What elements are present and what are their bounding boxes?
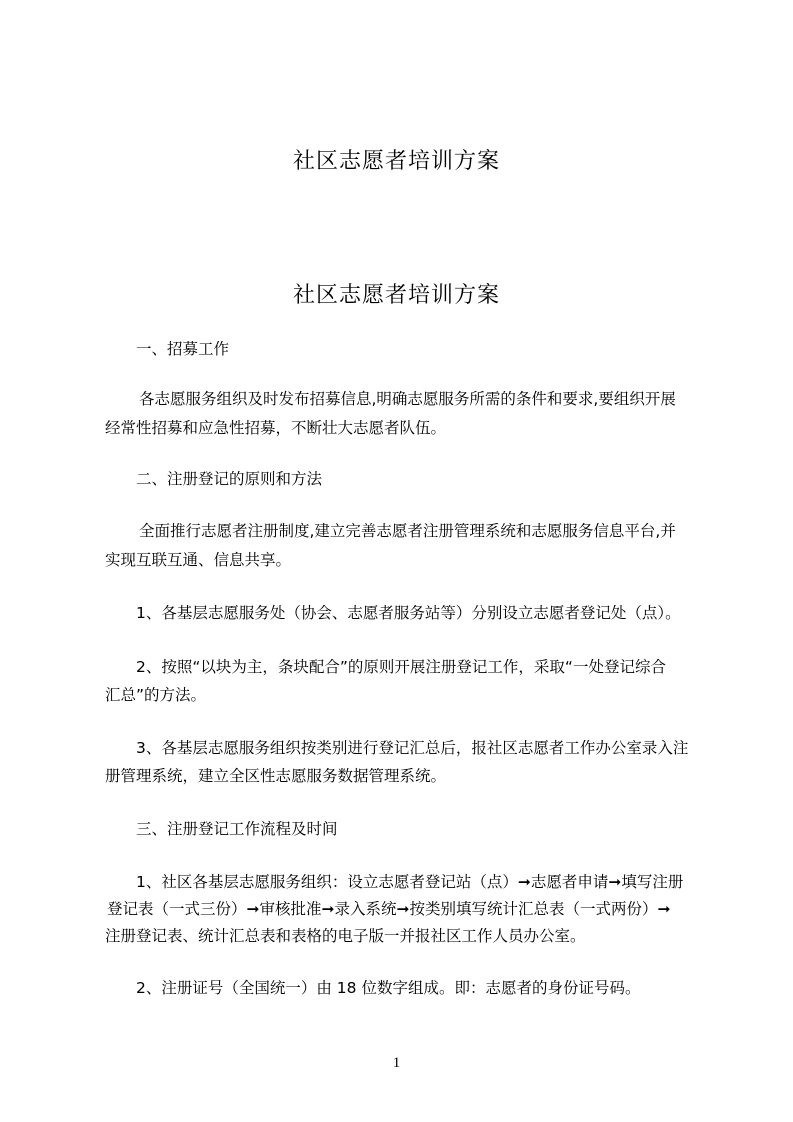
cover-title: 社区志愿者培训方案 [292,149,500,174]
list-item: 3、各基层志愿服务组织按类别进行登记汇总后，报社区志愿者工作办公室录入注 [136,739,689,757]
paragraph-line: 实现互联互通、信息共享。 [105,551,292,569]
list-item-continuation: 汇总”的方法。 [105,686,207,704]
paragraph-line: 各志愿服务组织及时发布招募信息,明确志愿服务所需的条件和要求,要组织开展 [139,390,676,408]
list-item: 2、注册证号（全国统一）由 18 位数字组成。即：志愿者的身份证号码。 [136,979,641,997]
list-item: 2、按照“以块为主，条块配合”的原则开展注册登记工作，采取“一处登记综合 [136,658,666,676]
section-heading-registration: 二、注册登记的原则和方法 [136,470,323,488]
paragraph-line: 经常性招募和应急性招募，不断壮大志愿者队伍。 [105,419,447,437]
section-heading-workflow: 三、注册登记工作流程及时间 [136,820,338,838]
list-item-continuation: 登记表（一式三份）➞审核批准➞录入系统➞按类别填写统计汇总表（一式两份）➞ [107,900,671,918]
paragraph-line: 全面推行志愿者注册制度,建立完善志愿者注册管理系统和志愿服务信息平台,并 [139,522,676,540]
list-item-continuation: 册管理系统，建立全区性志愿服务数据管理系统。 [105,767,447,785]
page-number: 1 [392,1055,401,1071]
main-title: 社区志愿者培训方案 [292,283,500,308]
list-item: 1、各基层志愿服务处（协会、志愿者服务站等）分别设立志愿者登记处（点）。 [136,604,681,622]
list-item-continuation: 注册登记表、统计汇总表和表格的电子版一并报社区工作人员办公室。 [105,927,586,945]
section-heading-recruitment: 一、招募工作 [136,340,230,358]
list-item: 1、社区各基层志愿服务组织：设立志愿者登记站（点）➞志愿者申请➞填写注册 [136,873,684,891]
